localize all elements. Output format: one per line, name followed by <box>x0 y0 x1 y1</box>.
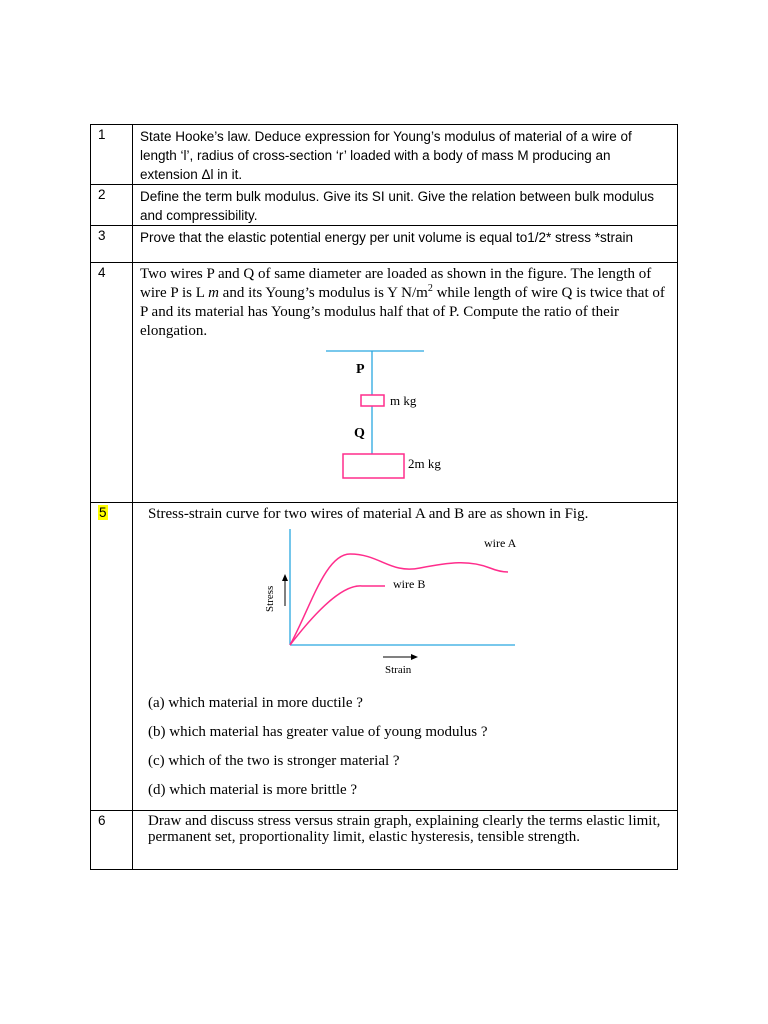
question-number: 4 <box>91 263 133 503</box>
wire-b-label: wire B <box>393 577 426 591</box>
question-row-5 <box>91 503 678 811</box>
large-mass-label: 2m kg <box>408 456 441 471</box>
question-number: 2 <box>91 185 133 226</box>
large-mass-box <box>343 454 404 478</box>
y-axis-arrowhead <box>282 574 288 581</box>
question-text: Two wires P and Q of same diameter are loaded as shown in the figure. The length of wire P is L m and its Young’s modulus is Y $N/m^2$ while length of wire Q is twice that of P and its material has Young’s modulus half that of P. Compute the ratio of their elongation. <box>140 266 665 339</box>
question-number-cell <box>91 503 133 811</box>
wire-a-label: wire A <box>484 536 517 550</box>
question-number-highlight: 5 <box>99 505 107 520</box>
option-d: (d) which material is more brittle ? <box>148 782 358 798</box>
question-row-1 <box>91 125 678 185</box>
question-text: Draw and discuss stress versus strain graph, explaining clearly the terms elastic limit, permanent set, proportionality limit, elastic hysteresis, tensible strength. <box>148 813 661 845</box>
question-cell <box>133 503 678 811</box>
wire-load-figure <box>140 341 710 481</box>
question-row-4 <box>91 263 678 503</box>
question-row-3 <box>91 226 678 263</box>
question-cell <box>133 263 678 503</box>
question-row-2 <box>91 185 678 226</box>
label-p: P <box>356 362 365 377</box>
small-mass-box <box>361 395 384 406</box>
option-c: (c) which of the two is stronger material ? <box>148 753 400 769</box>
stress-strain-figure <box>140 524 710 694</box>
question-table <box>90 124 678 870</box>
question-row-6 <box>91 811 678 870</box>
x-axis-arrowhead <box>411 654 418 660</box>
question-text: Stress-strain curve for two wires of material A and B are as shown in Fig. <box>148 506 589 522</box>
question-number: 6 <box>91 811 133 870</box>
question-number: 3 <box>91 226 133 263</box>
option-a: (a) which material in more ductile ? <box>148 695 363 711</box>
label-q: Q <box>354 426 365 441</box>
wire-a-curve <box>290 554 508 645</box>
y-axis-label: Stress <box>264 585 276 612</box>
question-text: Define the term bulk modulus. Give its SI unit. Give the relation between bulk modulus and compressibility. <box>133 185 678 226</box>
small-mass-label: m kg <box>390 393 417 408</box>
question-text: Prove that the elastic potential energy per unit volume is equal to1/2* stress *strain <box>133 226 678 263</box>
x-axis-label: Strain <box>385 664 412 676</box>
option-b: (b) which material has greater value of young modulus ? <box>148 724 488 740</box>
question-cell <box>133 811 678 870</box>
question-number: 1 <box>91 125 133 185</box>
question-text: State Hooke’s law. Deduce expression for Young’s modulus of material of a wire of length ‘l’, radius of cross-section ‘r’ loaded with a body of mass M producing an extension Δl in it. <box>133 125 678 185</box>
